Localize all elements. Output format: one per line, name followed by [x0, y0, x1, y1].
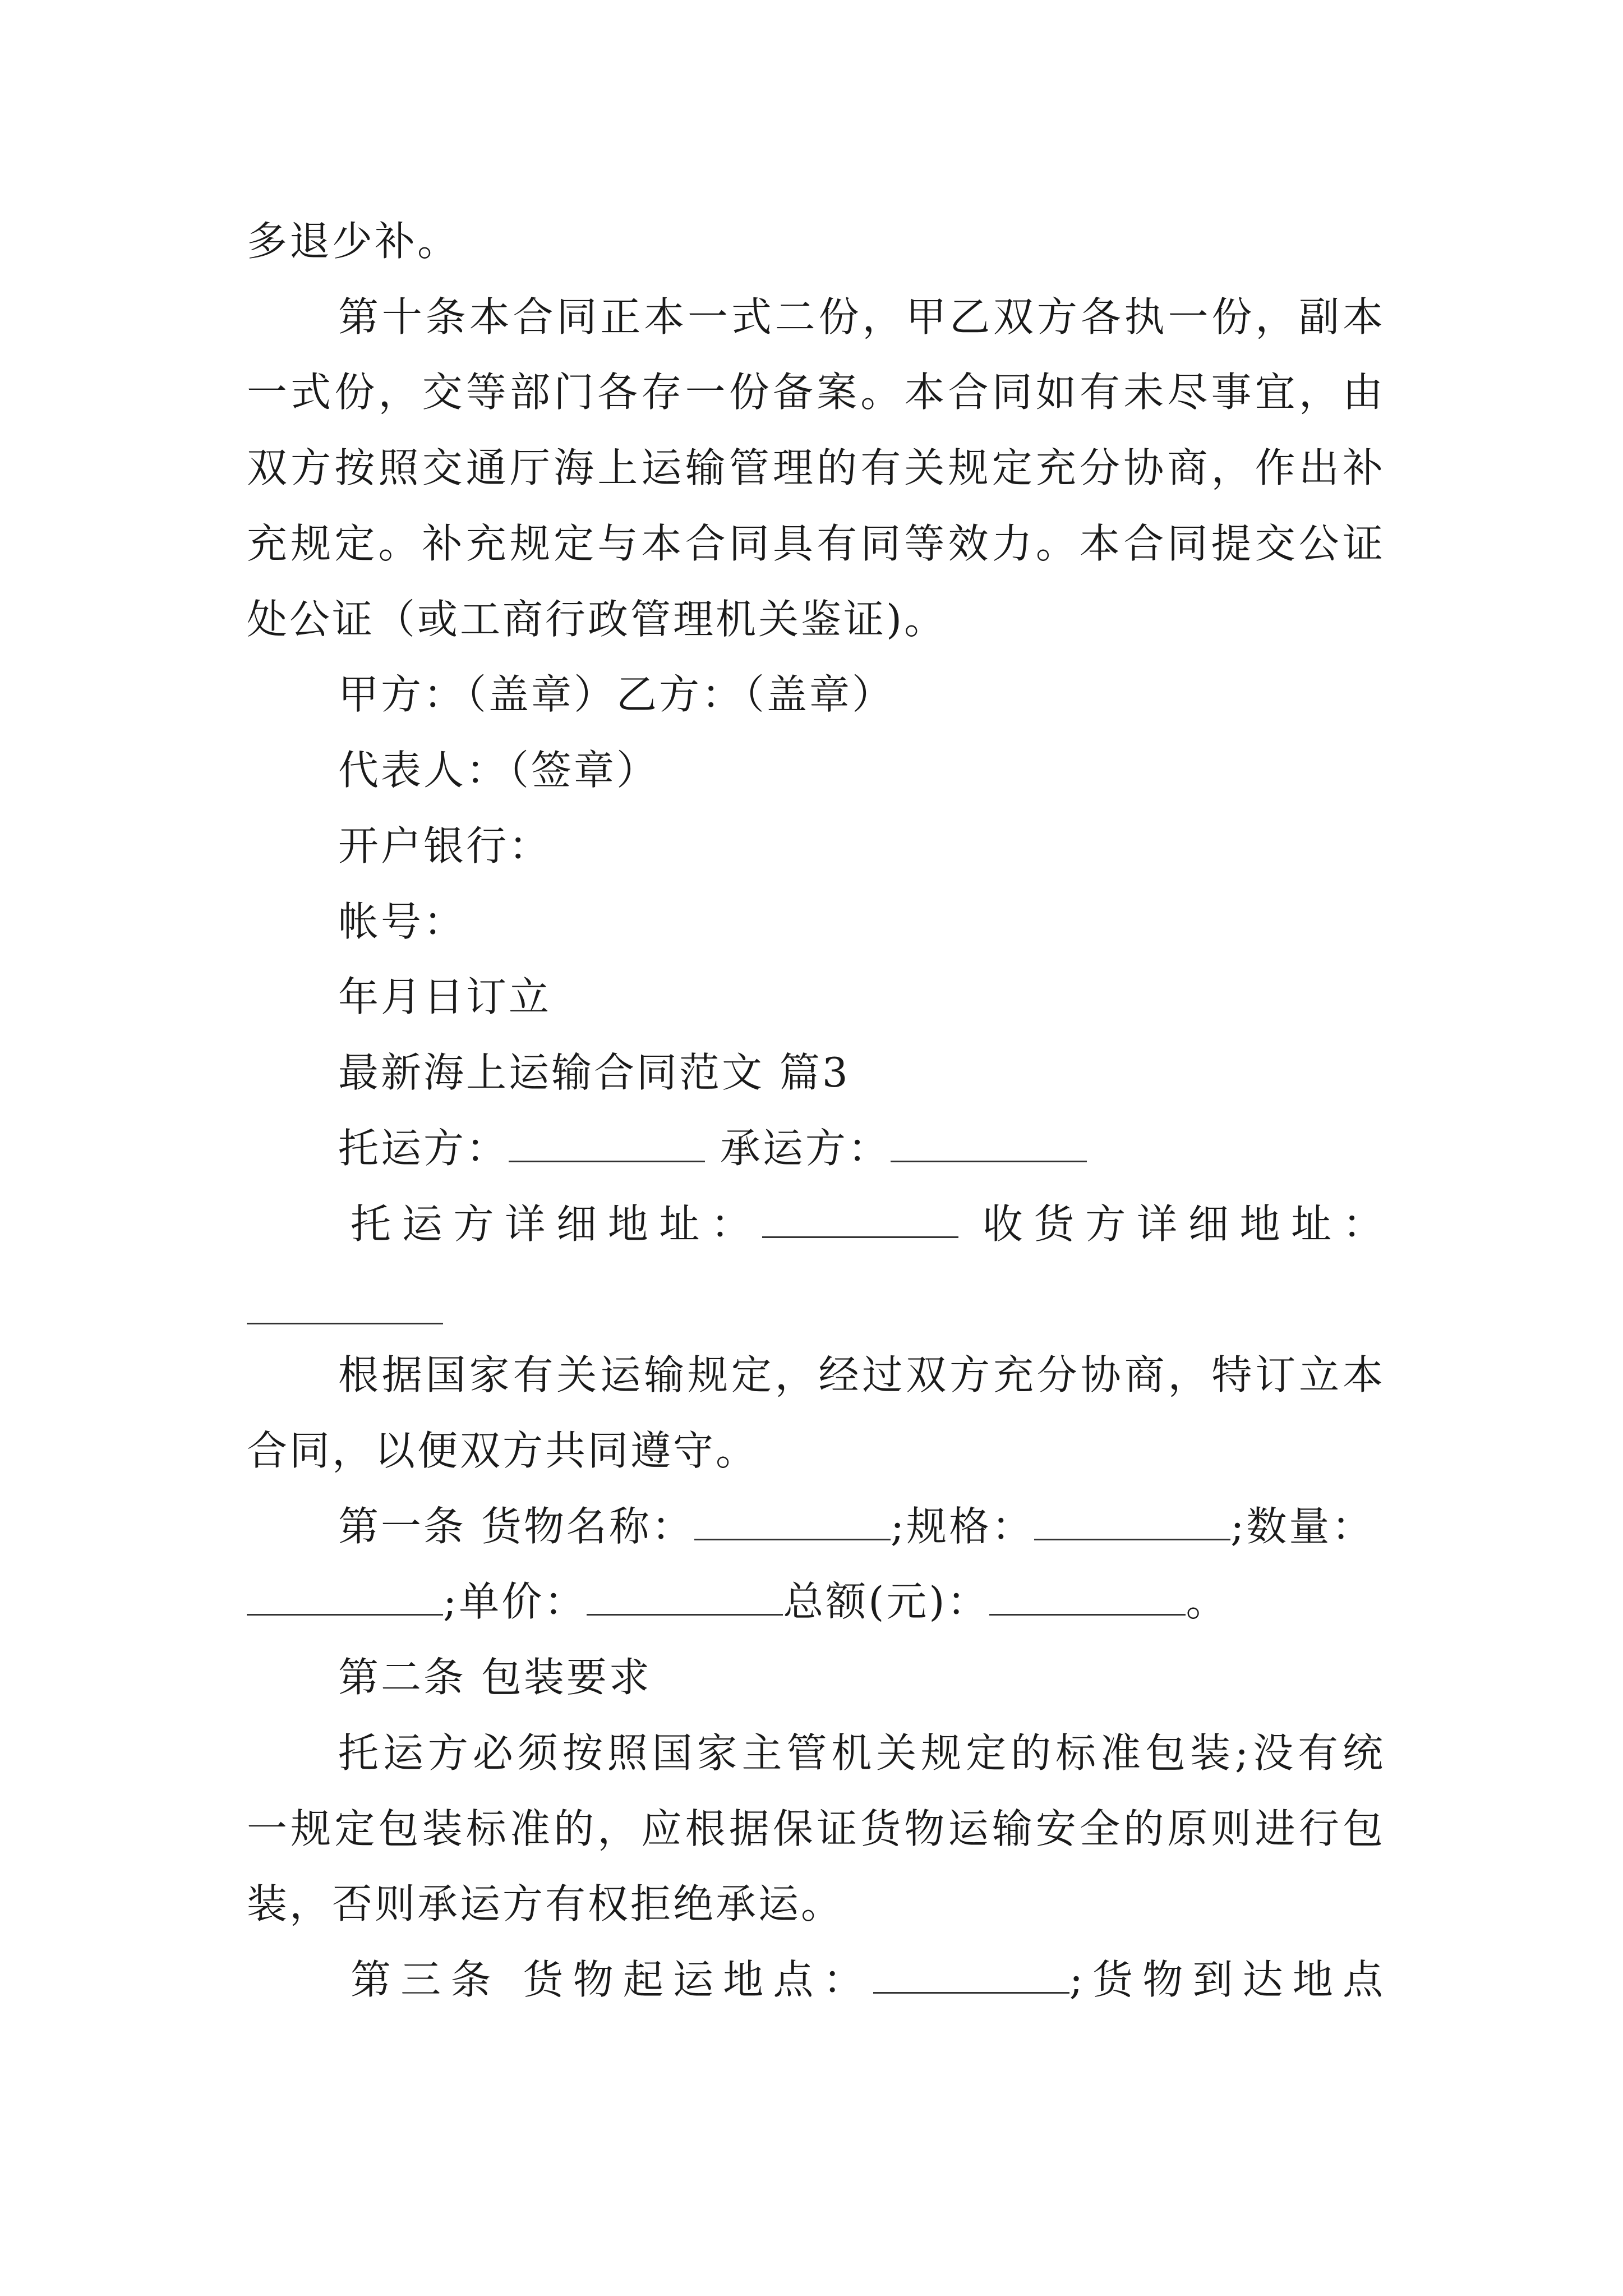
label: ;数量：: [1230, 1503, 1375, 1550]
text-line: 多退少补。: [247, 218, 460, 265]
text-line: 双方按照交通厅海上运输管理的有关规定充分协商，作出补: [247, 444, 1385, 491]
label: 第三条 货物起运地点：: [351, 1956, 873, 2003]
representative-line: 代表人：（签章）: [338, 747, 660, 794]
blank-field: [247, 1580, 443, 1616]
text-line: 一式份，交等部门各存一份备案。本合同如有未尽事宜，由: [247, 369, 1385, 416]
blank-field: [247, 1303, 443, 1324]
date-line: 年月日订立: [338, 973, 552, 1020]
blank-field: [873, 1958, 1069, 1994]
label: 总额(元)：: [783, 1578, 990, 1625]
label: ;规格：: [890, 1503, 1035, 1550]
article-heading: 第二条 包装要求: [338, 1654, 652, 1701]
text-line: 根据国家有关运输规定，经过双方充分协商，特订立本: [338, 1351, 1385, 1398]
blank-field: [989, 1580, 1186, 1616]
text-line: 处公证（或工商行政管理机关鉴证)。: [247, 596, 947, 643]
blank-field: [587, 1580, 783, 1616]
label: 第一条 货物名称：: [338, 1503, 694, 1550]
label: 承运方：: [705, 1125, 891, 1172]
blank-field: [694, 1505, 891, 1540]
label: ;单价：: [443, 1578, 587, 1625]
text-line: 第十条本合同正本一式二份，甲乙双方各执一份，副本: [338, 293, 1385, 341]
label: 收货方详细地址：: [958, 1200, 1385, 1248]
label: ;货物到达地点: [1069, 1956, 1385, 2003]
article-1-line: [338, 1498, 1374, 1554]
label: 托运方详细地址：: [351, 1200, 763, 1248]
blank-field: [762, 1203, 958, 1238]
label: 托运方：: [338, 1125, 509, 1172]
parties-line: [338, 1120, 1087, 1176]
section-title: 最新海上运输合同范文 篇3: [338, 1049, 850, 1096]
signature-parties: 甲方：（盖章）乙方：（盖章）: [338, 671, 895, 718]
text-line: 托运方必须按照国家主管机关规定的标准包装;没有统: [338, 1729, 1385, 1777]
account-line: 帐号：: [338, 898, 467, 945]
text-line: 一规定包装标准的，应根据保证货物运输安全的原则进行包: [247, 1805, 1385, 1852]
article-3-line: [351, 1952, 1385, 2008]
label: 。: [1186, 1578, 1229, 1625]
blank-field: [891, 1127, 1087, 1162]
article-1-line: [247, 1573, 1228, 1630]
bank-line: 开户银行：: [338, 822, 552, 869]
blank-field: [1034, 1505, 1230, 1540]
blank-field: [509, 1127, 705, 1162]
text-line: 合同，以便双方共同遵守。: [247, 1427, 759, 1474]
text-line: 装，否则承运方有权拒绝承运。: [247, 1880, 844, 1927]
text-line: 充规定。补充规定与本合同具有同等效力。本合同提交公证: [247, 520, 1385, 567]
address-line: [351, 1196, 1385, 1252]
